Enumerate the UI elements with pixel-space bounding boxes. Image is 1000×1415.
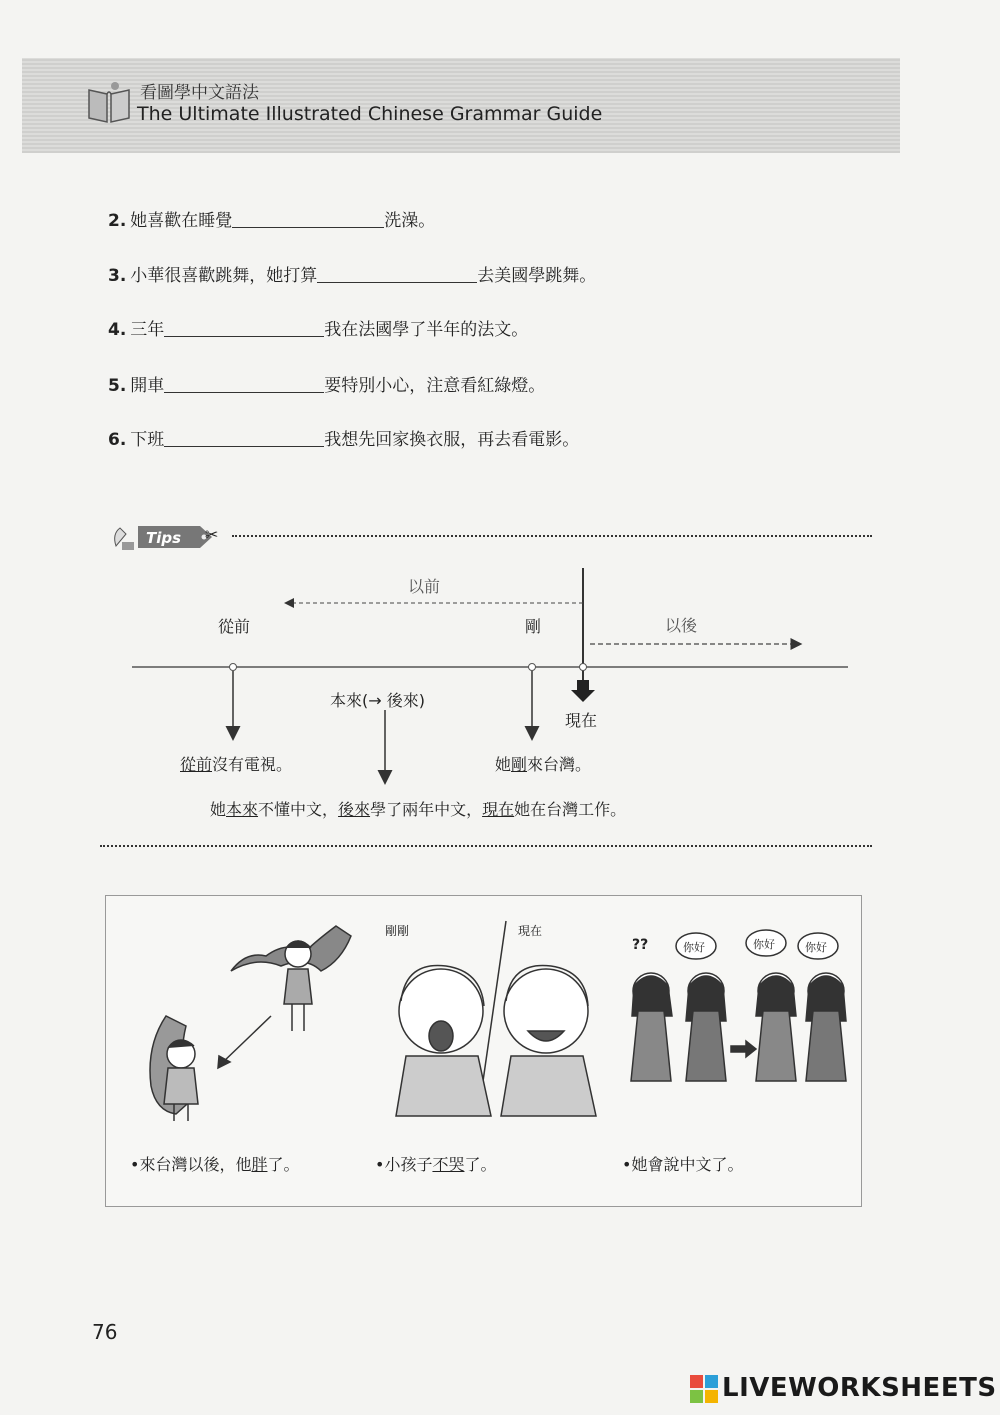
question-text-after: 我想先回家換衣服，再去看電影。 [324, 430, 580, 450]
cartoon-illustrations [106, 896, 859, 1136]
question-text-before: 小華很喜歡跳舞，她打算 [130, 266, 318, 286]
now-down-arrow [571, 680, 595, 702]
question-number: 3. [108, 266, 127, 286]
question-2 [108, 206, 435, 231]
question-number: 2. [108, 211, 127, 231]
label-yihou: 以後 [665, 616, 698, 635]
bubble-text: 你好 [805, 941, 827, 954]
tips-bottom-divider [100, 845, 872, 847]
answer-blank[interactable] [164, 428, 324, 447]
question-number: 6. [108, 430, 127, 450]
question-marks: ?? [632, 937, 649, 953]
right-arrow-icon [731, 1041, 756, 1057]
label-xianzai: 現在 [565, 711, 598, 730]
answer-blank[interactable] [232, 209, 384, 228]
question-text-after: 我在法國學了半年的法文。 [324, 320, 529, 340]
scissors-icon: ✂ [205, 525, 219, 544]
label-xianzai-illus: 現在 [518, 924, 543, 938]
header-title-chinese: 看圖學中文語法 [140, 83, 259, 103]
answer-blank[interactable] [317, 264, 477, 283]
header-title-english: The Ultimate Illustrated Chinese Grammar Guide [137, 103, 603, 125]
point-xianzai [580, 664, 587, 671]
tips-top-divider [232, 535, 872, 537]
book-icon [85, 80, 133, 124]
point-gang [529, 664, 536, 671]
question-text-before: 她喜歡在睡覺 [130, 211, 233, 231]
bubble-text: 你好 [683, 941, 705, 954]
caption-3: •她會說中文了。 [622, 1155, 744, 1174]
label-benlai: 本來(→ 後來) [330, 691, 425, 710]
question-text-before: 開車 [130, 376, 165, 396]
page-number: 76 [92, 1320, 118, 1344]
question-text-before: 三年 [130, 320, 165, 340]
answer-blank[interactable] [164, 318, 324, 337]
label-gang: 剛 [525, 617, 542, 636]
caption-2: •小孩子不哭了。 [375, 1155, 497, 1174]
example-congqian: 從前沒有電視。 [180, 755, 293, 774]
question-number: 4. [108, 320, 127, 340]
bubble-text: 你好 [753, 938, 775, 951]
caption-1: •來台灣以後，他胖了。 [130, 1155, 300, 1174]
question-3 [108, 261, 596, 286]
question-text-after: 要特別小心，注意看紅綠燈。 [324, 376, 546, 396]
label-ganggang: 剛剛 [385, 924, 410, 938]
tips-label: Tips [146, 529, 182, 547]
example-gang: 她剛來台灣。 [495, 755, 592, 774]
label-congqian: 從前 [218, 617, 251, 636]
question-5 [108, 371, 545, 396]
liveworksheets-logo-icon [690, 1375, 718, 1403]
question-text-after: 去美國學跳舞。 [477, 266, 597, 286]
question-text-after: 洗澡。 [384, 211, 436, 231]
question-4 [108, 315, 528, 340]
tips-tag [108, 520, 218, 554]
brand-name: LIVEWORKSHEETS [722, 1373, 997, 1403]
question-6 [108, 425, 579, 450]
answer-blank[interactable] [164, 374, 324, 393]
label-yiqian: 以前 [408, 577, 441, 596]
point-congqian [230, 664, 237, 671]
question-text-before: 下班 [130, 430, 165, 450]
example-sentence: 她本來不懂中文，後來學了兩年中文，現在她在台灣工作。 [210, 800, 627, 819]
question-number: 5. [108, 376, 127, 396]
